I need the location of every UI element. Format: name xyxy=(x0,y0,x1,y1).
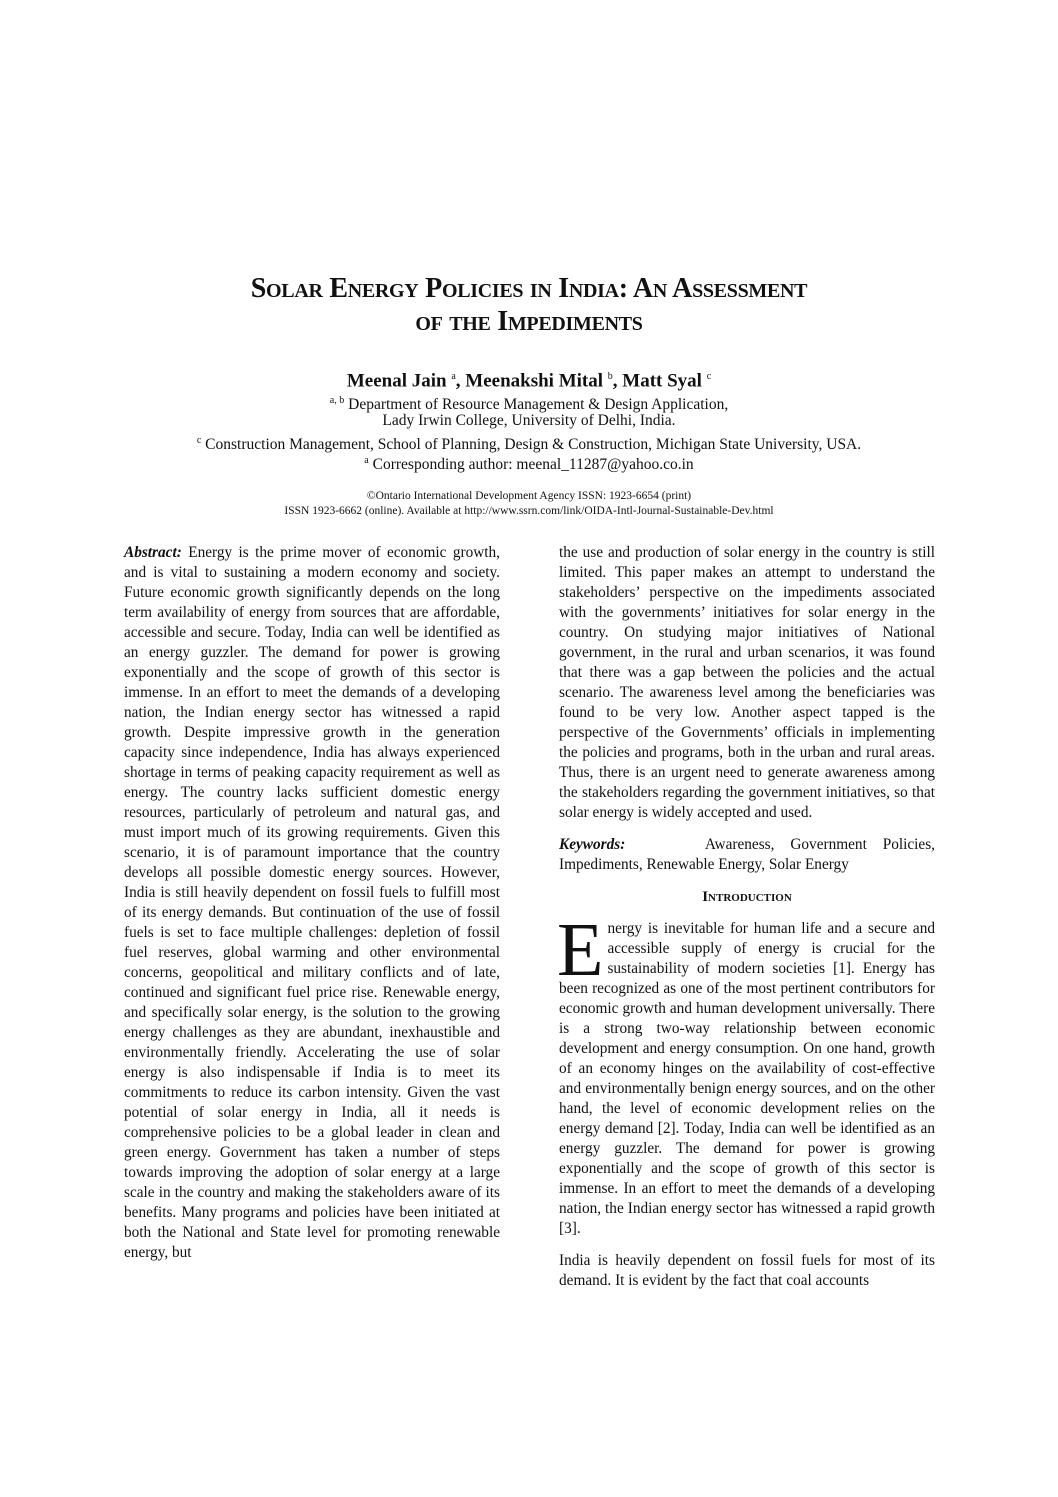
affiliation-mark: a, b xyxy=(329,395,345,406)
introduction-text-1: nergy is inevitable for human life and a secure and accessible supply of energy is crucial for the sustainability of modern societies [1]. Energy has been recognized as one of the most pertinent contributors for economic growth and human development universally. There is a strong two-way relationship between economic development and energy consumption. On one hand, growth of an economy hinges on the availability of cost-effective and environmentally benign energy sources, and on the other hand, the level of economic development relies on the energy demand [2]. Today, India can well be identified as an energy guzzler. The demand for power is growing exponentially and the scope of growth of this sector is immense. In an effort to meet the demands of a developing nation, the Indian energy sector has witnessed a rapid growth [3]. xyxy=(559,920,935,1237)
paper-title-line-2: of the Impediments xyxy=(415,306,643,337)
corresponding-author-text: Corresponding author: meenal_11287@yahoo.co.in xyxy=(372,456,694,474)
copyright-line-1: ©Ontario International Development Agency ISSN: 1923-6654 (print) xyxy=(366,490,692,502)
section-heading-introduction: Introduction xyxy=(702,889,792,905)
affiliation-text: Construction Management, School of Planning, Design & Construction, Michigan State University, USA. xyxy=(205,436,862,454)
corresponding-author xyxy=(0,451,1058,475)
affiliation-text: Department of Resource Management & Design Application, xyxy=(348,396,729,414)
drop-cap: E xyxy=(557,908,604,992)
keywords-paragraph xyxy=(559,835,935,875)
introduction-paragraph-2: India is heavily dependent on fossil fuels for most of its demand. It is evident by the fact that coal accounts xyxy=(559,1252,935,1289)
left-column xyxy=(124,543,500,1263)
author-name: Matt Syal xyxy=(622,370,702,392)
paper-title xyxy=(0,272,1058,338)
author-list: Meenal Jain $^a$, Meenakshi Mital $^b$, Matt Syal $^c$ xyxy=(346,370,712,392)
affiliation-ab-line-2: Lady Irwin College, University of Delhi, India. xyxy=(382,412,676,429)
author-affiliation-mark: b xyxy=(607,371,613,382)
abstract-continuation: the use and production of solar energy in the country is still limited. This paper makes an attempt to understand the stakeholders’ perspective on the impediments associated with the governments’ initiatives for solar energy in the country. On studying major initiatives of National government, in the rural and urban scenarios, it was found that there was a gap between the policies and the actual scenario. The awareness level among the beneficiaries was found to be very low. Another aspect tapped is the perspective of the Governments’ officials in implementing the policies and programs, both in the urban and rural areas. Thus, there is an urgent need to generate awareness among the stakeholders regarding the government initiatives, so that solar energy is widely accepted and used. xyxy=(559,544,935,821)
copyright-line-2: ISSN 1923-6662 (online). Available at http://www.ssrn.com/link/OIDA-Intl-Journal-Sustainable-Dev.html xyxy=(284,505,774,517)
author-affiliation-mark: c xyxy=(706,371,712,382)
abstract-label: Abstract: xyxy=(124,544,182,561)
paper-title-line-1: Solar Energy Policies in India: An Assessment xyxy=(250,273,808,304)
abstract-text-left: Energy is the prime mover of economic growth, and is vital to sustaining a modern economy and society. Future economic growth significantly depends on the long term availability of energy from sources that are affordable, accessible and secure. Today, India can well be identified as an energy guzzler. The demand for power is growing exponentially and the scope of growth of this sector is immense. In an effort to meet the demands of a developing nation, the Indian energy sector has witnessed a rapid growth. Despite impressive growth in the generation capacity since independence, India has always experienced shortage in terms of peaking capacity requirement as well as energy. The country lacks sufficient domestic energy resources, particularly of petroleum and natural gas, and must import much of its growing requirements. Given this scenario, it is of paramount importance that the country develops all possible domestic energy sources. However, India is still heavily dependent on fossil fuels to fulfill most of its energy demands. But continuation of the use of fossil fuels is set to face multiple challenges: depletion of fossil fuel reserves, global warming and other environmental concerns, geopolitical and military conflicts and of late, continued and significant fuel price rise. Renewable energy, and specifically solar energy, is the solution to the growing energy challenges as they are abundant, inexhaustible and environmentally friendly. Accelerating the use of solar energy is also indispensable if India is to meet its commitments to reduce its carbon intensity. Given the vast potential of solar energy in India, all it needs is comprehensive policies to be a global leader in clean and green energy. Government has taken a number of steps towards improving the adoption of solar energy at a large scale in the country and making the stakeholders aware of its benefits. Many programs and policies have been initiated at both the National and State level for promoting renewable energy, but xyxy=(124,544,501,1261)
affiliation-mark: a xyxy=(364,455,369,466)
affiliation-mark: c xyxy=(196,435,202,446)
introduction-paragraph-1 xyxy=(557,908,935,1239)
author-name: Meenakshi Mital xyxy=(465,370,604,392)
author-affiliation-mark: a xyxy=(451,371,456,382)
keywords-label: Keywords: xyxy=(559,836,626,853)
right-column xyxy=(559,543,935,1291)
abstract-paragraph xyxy=(124,543,500,1263)
author-name: Meenal Jain xyxy=(346,370,447,392)
keywords-text: Awareness, Government Policies, Impediments, Renewable Energy, Solar Energy xyxy=(559,836,936,873)
